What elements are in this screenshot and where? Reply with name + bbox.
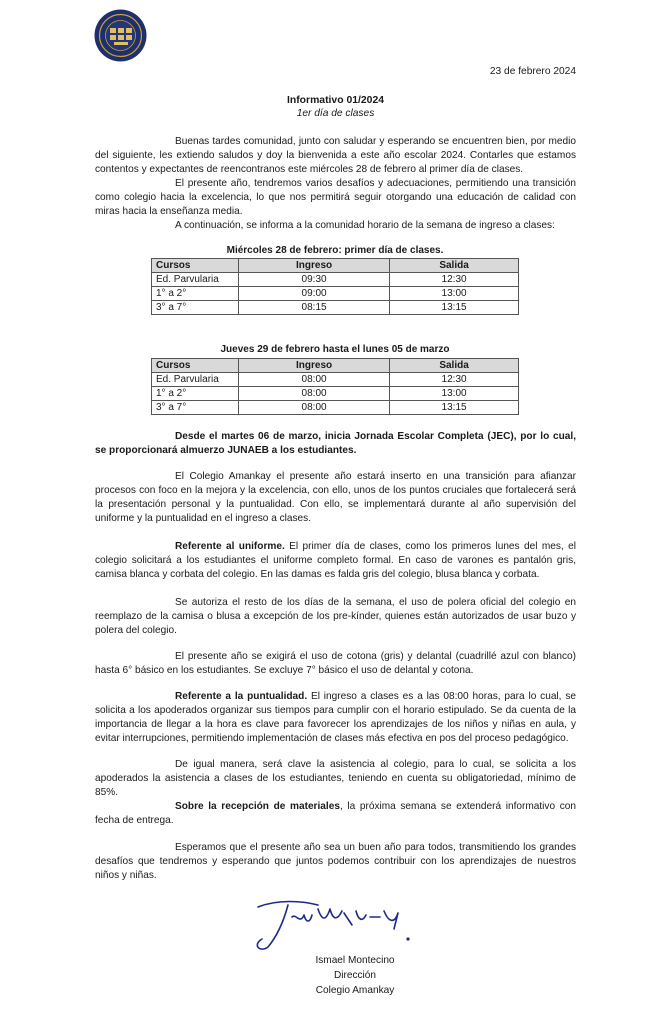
- intro-paragraph-1: Buenas tardes comunidad, junto con saludar y esperando se encuentren bien, por medio del siguiente, les extiendo saludos y doy la bienvenida a este año escolar 2024. Contarles que estamos contentos y expectantes de reencontranos este miércoles 28 de febrero al primer día de clases.: [95, 136, 576, 175]
- signer-name: Ismael Montecino: [315, 955, 395, 966]
- table-cell: Ed. Parvularia: [152, 273, 239, 287]
- table-cell: 08:00: [239, 401, 390, 415]
- signer-organization: Colegio Amankay: [315, 985, 395, 996]
- table-header: Ingreso: [239, 259, 390, 273]
- table-cell: 13:00: [390, 387, 519, 401]
- document-date: 23 de febrero 2024: [489, 66, 576, 77]
- table-row: [152, 287, 519, 301]
- closing-paragraph: Esperamos que el presente año sea un buen año para todos, transmitiendo los grandes desafíos que tendremos y esperando que juntos podemos contribuir con los aprendizajes de nuestros niños y niñas.: [95, 842, 576, 881]
- table-row: [152, 387, 519, 401]
- table-row: [152, 373, 519, 387]
- table-row: [152, 273, 519, 287]
- table-cell: 13:00: [390, 287, 519, 301]
- uniform-label: Referente al uniforme.: [175, 541, 285, 552]
- table-cell: Ed. Parvularia: [152, 373, 239, 387]
- signer-role: Dirección: [333, 970, 377, 981]
- school-logo: [93, 8, 148, 63]
- smock-paragraph: El presente año se exigirá el uso de cotona (gris) y delantal (cuadrillé azul con blanco) hasta 6° básico en los estudiantes. Se excluye 7° básico el uso de delantal y cotona.: [95, 651, 576, 676]
- table-cell: 08:00: [239, 373, 390, 387]
- jec-paragraph: Desde el martes 06 de marzo, inicia Jornada Escolar Completa (JEC), por lo cual, se proporcionará almuerzo JUNAEB a los estudiantes.: [95, 431, 576, 456]
- table-cell: 12:30: [390, 373, 519, 387]
- document-subtitle: 1er día de clases: [296, 108, 375, 119]
- table-header: Salida: [390, 259, 519, 273]
- document-title: Informativo 01/2024: [286, 95, 385, 106]
- table-cell: 12:30: [390, 273, 519, 287]
- table-row: [152, 301, 519, 315]
- table-header: Cursos: [152, 259, 239, 273]
- table-cell: 3° a 7°: [152, 401, 239, 415]
- table-header-row: [152, 259, 519, 273]
- table1-caption: Miércoles 28 de febrero: primer día de clases.: [226, 245, 444, 256]
- table-header: Cursos: [152, 359, 239, 373]
- table-cell: 1° a 2°: [152, 387, 239, 401]
- punctuality-paragraph: Referente a la puntualidad. El ingreso a clases es a las 08:00 horas, para lo cual, se solicita a los apoderados organizar sus tiempos para cumplir con el horario estipulado. Se da cuenta de la importancia de llegar a la hora es clave para favorecer los aprendizajes de los niños y niñas en aula, y evitar interrupciones, permitiendo implementación de clases más efectiva en pos del proceso pedagógico.: [95, 691, 576, 744]
- intro-paragraph-3: A continuación, se informa a la comunidad horario de la semana de ingreso a clases:: [175, 220, 555, 231]
- transition-paragraph: El Colegio Amankay el presente año estará inserto en una transición para afianzar procesos con foco en la mejora y la excelencia, con ello, unos de los puntos cruciales que fortalecerá será la presentación personal y la puntualidad. Con ello, se implementará durante al año supervisión del uniforme y la puntualidad en el ingreso a clases.: [95, 471, 576, 524]
- table-header-row: [152, 359, 519, 373]
- table-cell: 08:15: [239, 301, 390, 315]
- table-header: Salida: [390, 359, 519, 373]
- table-cell: 09:30: [239, 273, 390, 287]
- table-cell: 13:15: [390, 301, 519, 315]
- table2-caption: Jueves 29 de febrero hasta el lunes 05 de marzo: [220, 344, 450, 355]
- table-cell: 09:00: [239, 287, 390, 301]
- table-header: Ingreso: [239, 359, 390, 373]
- schedule-table-1: [151, 258, 519, 315]
- table-cell: 13:15: [390, 401, 519, 415]
- punctuality-label: Referente a la puntualidad.: [175, 691, 308, 702]
- materials-label: Sobre la recepción de materiales: [175, 801, 340, 812]
- schedule-table-2: [151, 358, 519, 415]
- table-cell: 1° a 2°: [152, 287, 239, 301]
- table-cell: 3° a 7°: [152, 301, 239, 315]
- intro-paragraph-2: El presente año, tendremos varios desafíos y adecuaciones, permitiendo una transición como colegio hacia la excelencia, lo que nos permitirá seguir otorgando una educación de calidad con miras hacia la enseñanza media.: [95, 178, 576, 217]
- materials-paragraph: Sobre la recepción de materiales, la próxima semana se extenderá informativo con fecha de entrega.: [95, 801, 576, 826]
- table-row: [152, 401, 519, 415]
- handwritten-signature: [248, 895, 418, 955]
- table-cell: 08:00: [239, 387, 390, 401]
- uniform-paragraph: Referente al uniforme. El primer día de clases, como los primeros lunes del mes, el colegio solicitará a los estudiantes el uniforme completo formal. En caso de varones es pantalón gris, camisa blanca y corbata del colegio. En las damas es falda gris del colegio, blusa blanca y corbata.: [95, 541, 576, 580]
- attendance-paragraph: De igual manera, será clave la asistencia al colegio, para lo cual, se solicita a los apoderados la asistencia a clases de los estudiantes, teniendo en cuenta su obligatoriedad, mínimo de 85%.: [95, 759, 576, 798]
- polo-paragraph: Se autoriza el resto de los días de la semana, el uso de polera oficial del colegio en reemplazo de la camisa o blusa a excepción de los pre-kínder, quienes están autorizados de usar buzo y polera del colegio.: [95, 597, 576, 636]
